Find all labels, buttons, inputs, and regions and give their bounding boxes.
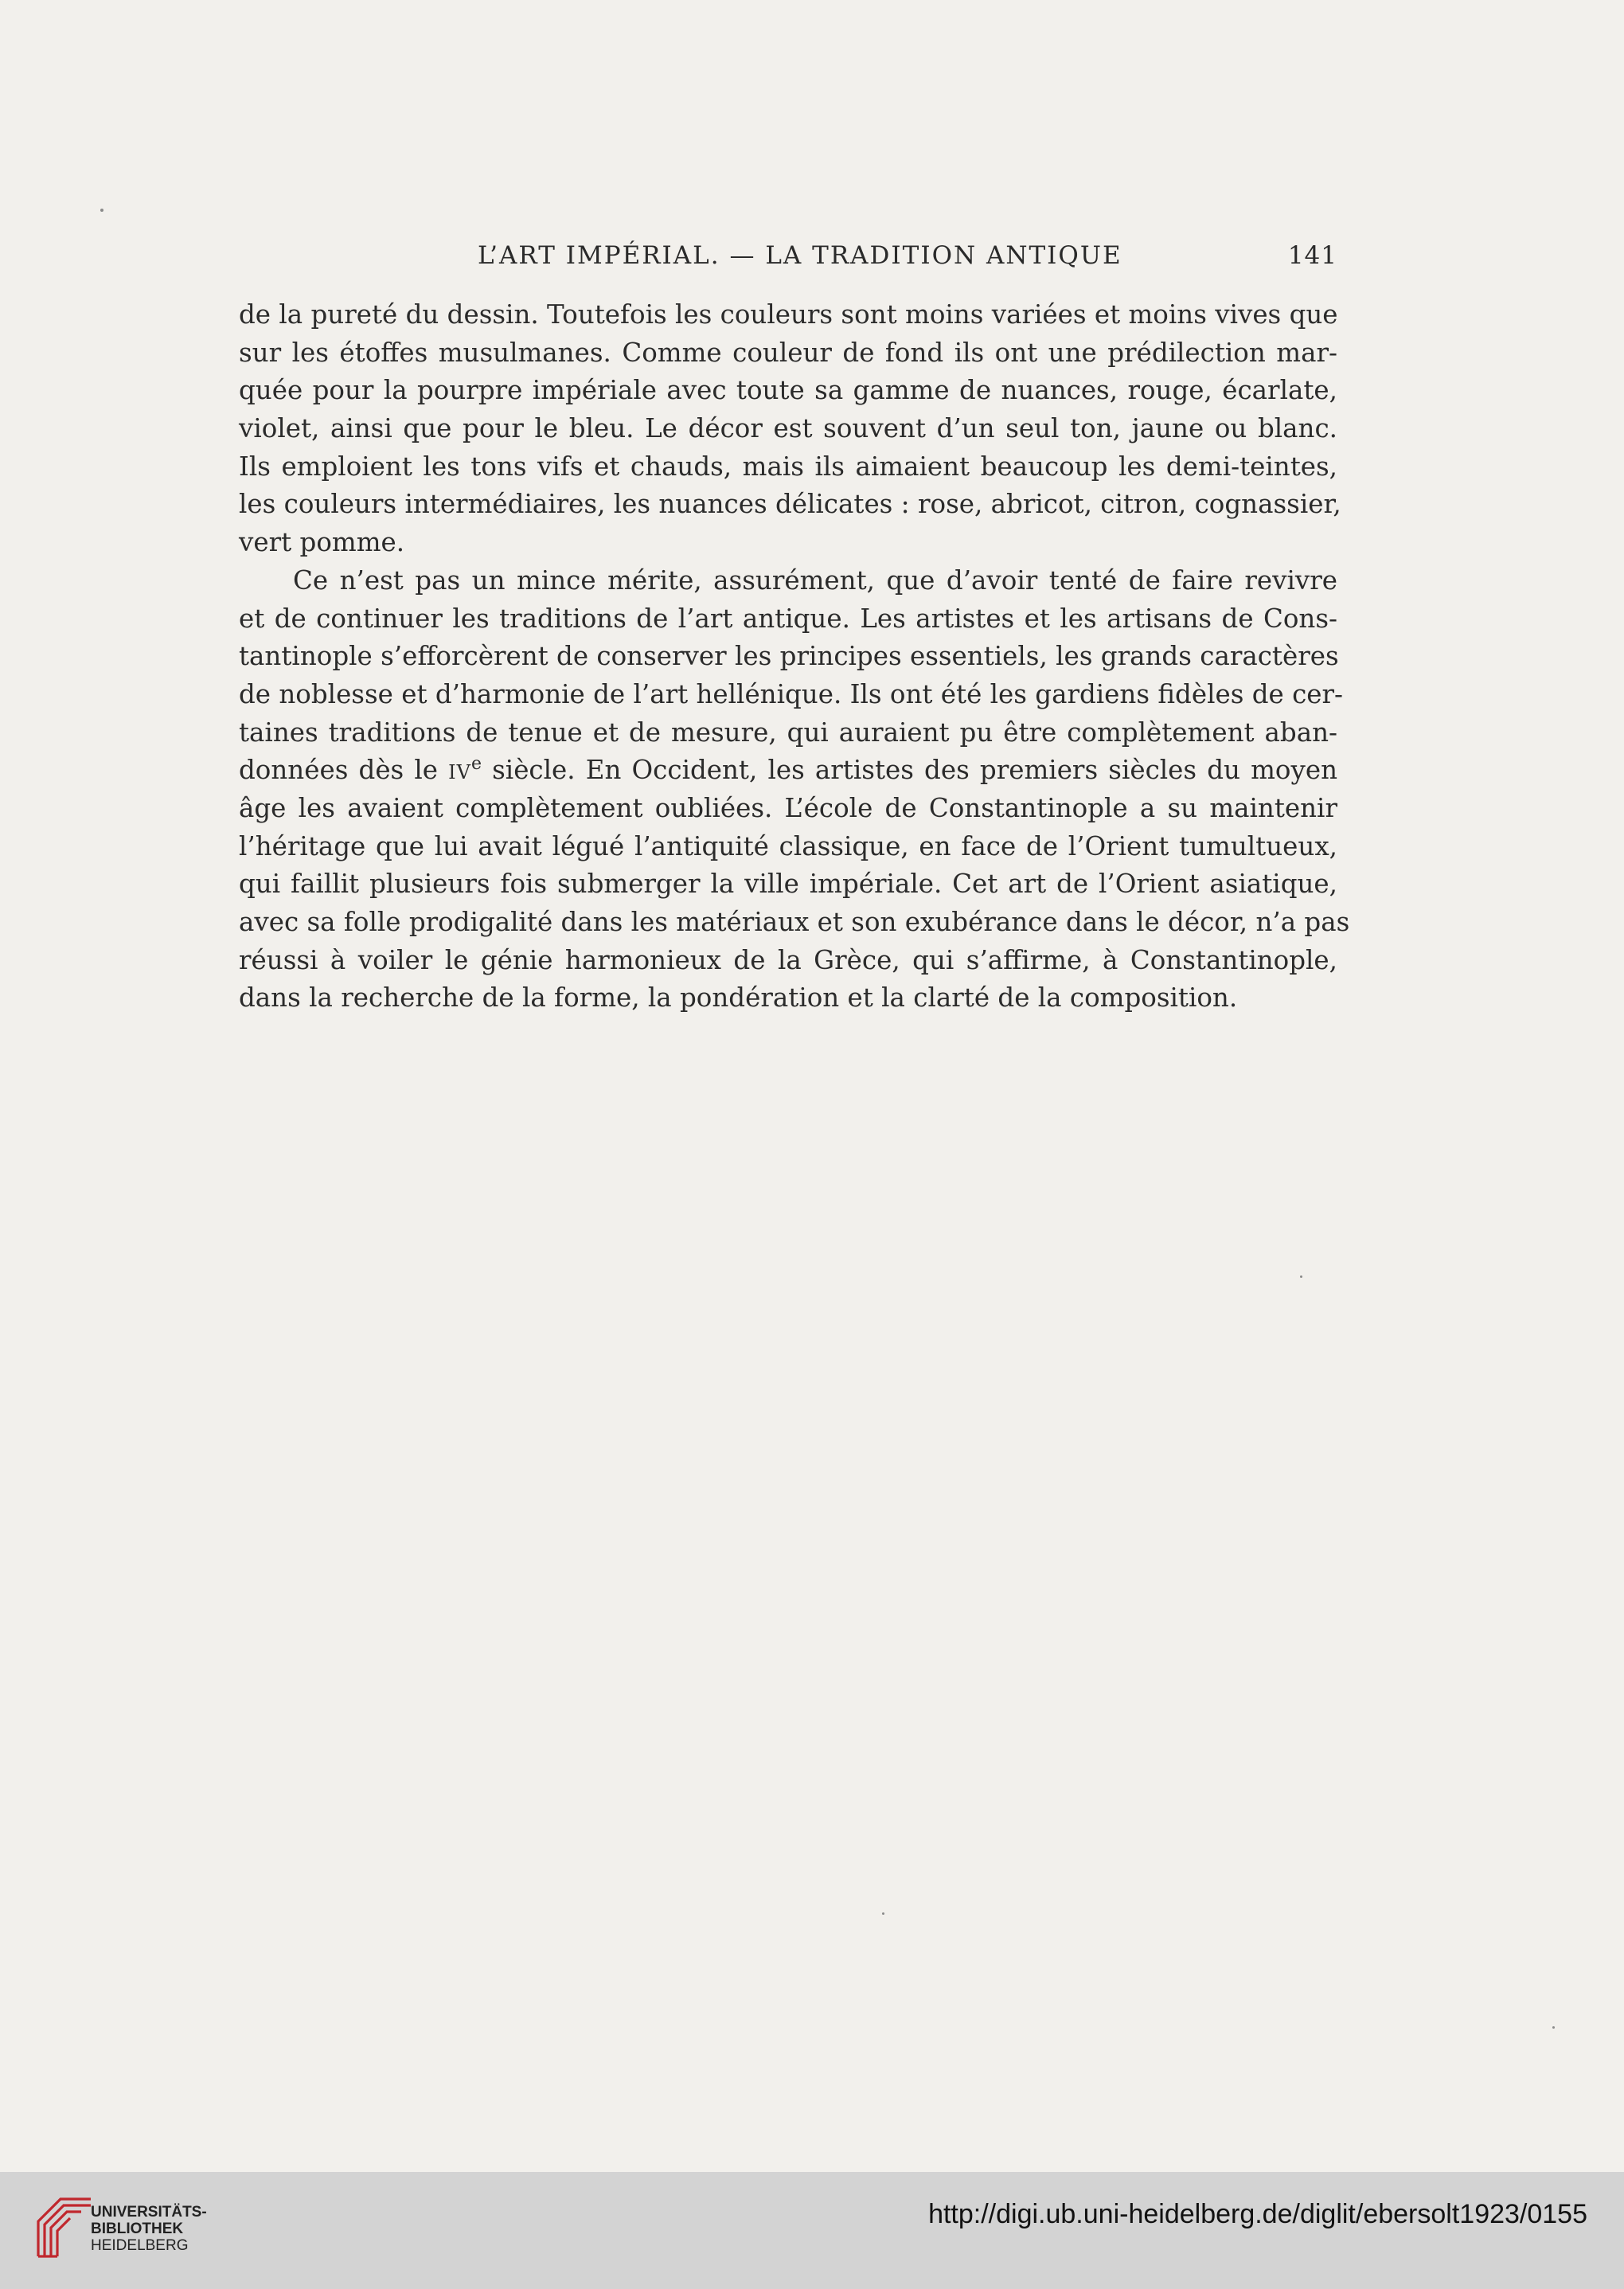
text-line: quée pour la pourpre impériale avec toute sa gamme de nuances, rouge, écarlate, (239, 375, 1337, 406)
text-line: tantinople s’efforcèrent de conserver les principes essentiels, les grands caractères (239, 641, 1339, 672)
page-number: 141 (1287, 241, 1337, 270)
text-line: taines traditions de tenue et de mesure, qui auraient pu être complètement aban- (239, 717, 1337, 748)
text-line: Ils emploient les tons vifs et chauds, mais ils aimaient beaucoup les demi-teintes, (239, 451, 1337, 482)
text-line-with-century (239, 752, 1337, 790)
text-line: dans la recherche de la forme, la pondération et la clarté de la composition. (239, 982, 1238, 1014)
library-name-line2: BIBLIOTHEK (91, 2221, 184, 2237)
text-line: vert pomme. (239, 527, 405, 558)
text-line: l’héritage que lui avait légué l’antiquité classique, en face de l’Orient tumultueux, (239, 830, 1337, 861)
footer-bar (0, 2172, 1624, 2289)
text-line: de noblesse et d’harmonie de l’art hellénique. Ils ont été les gardiens fidèles de cer- (239, 678, 1344, 709)
roman-numeral-century: IV (448, 761, 471, 784)
library-name-line1: UNIVERSITÄTS- (91, 2204, 207, 2221)
permalink-url[interactable]: http://digi.ub.uni-heidelberg.de/diglit/ebersolt1923/0155 (928, 2199, 1587, 2229)
text-line: qui faillit plusieurs fois submerger la ville impériale. Cet art de l’Orient asiatique, (239, 869, 1337, 900)
text-line: les couleurs intermédiaires, les nuances délicates : rose, abricot, citron, cognassier, (239, 489, 1341, 520)
text-line: violet, ainsi que pour le bleu. Le décor est souvent d’un seul ton, jaune ou blanc. (239, 413, 1337, 444)
library-logo-icon (33, 2194, 96, 2261)
superscript-e: e (470, 754, 482, 775)
text-line: et de continuer les traditions de l’art antique. Les artistes et les artisans de Cons- (239, 603, 1337, 634)
line-text-post: siècle. En Occident, les artistes des premiers siècles du moyen (481, 755, 1338, 786)
text-line: réussi à voiler le génie harmonieux de la Grèce, qui s’affirme, à Constantinople, (239, 944, 1337, 975)
running-title: L’ART IMPÉRIAL. — LA TRADITION ANTIQUE (478, 241, 1122, 270)
scan-speck (1300, 1275, 1302, 1278)
text-line: sur les étoffes musulmanes. Comme couleur de fond ils ont une prédilection mar- (239, 337, 1337, 368)
library-name-line3: HEIDELBERG (91, 2237, 189, 2254)
body-text (239, 296, 1350, 1018)
scan-speck (100, 209, 103, 212)
scan-speck (1552, 2026, 1555, 2029)
text-line: âge les avaient complètement oubliées. L’école de Constantinople a su maintenir (239, 792, 1337, 823)
text-line: avec sa folle prodigalité dans les matériaux et son exubérance dans le décor, n’a pas (239, 907, 1350, 937)
running-head (239, 241, 1337, 273)
library-name (91, 2204, 207, 2254)
scan-speck (882, 1912, 884, 1915)
text-line: de la pureté du dessin. Toutefois les couleurs sont moins variées et moins vives que (239, 299, 1338, 330)
text-line: Ce n’est pas un mince mérite, assurément, que d’avoir tenté de faire revivre (293, 564, 1337, 596)
line-text-pre: données dès le (239, 755, 449, 786)
